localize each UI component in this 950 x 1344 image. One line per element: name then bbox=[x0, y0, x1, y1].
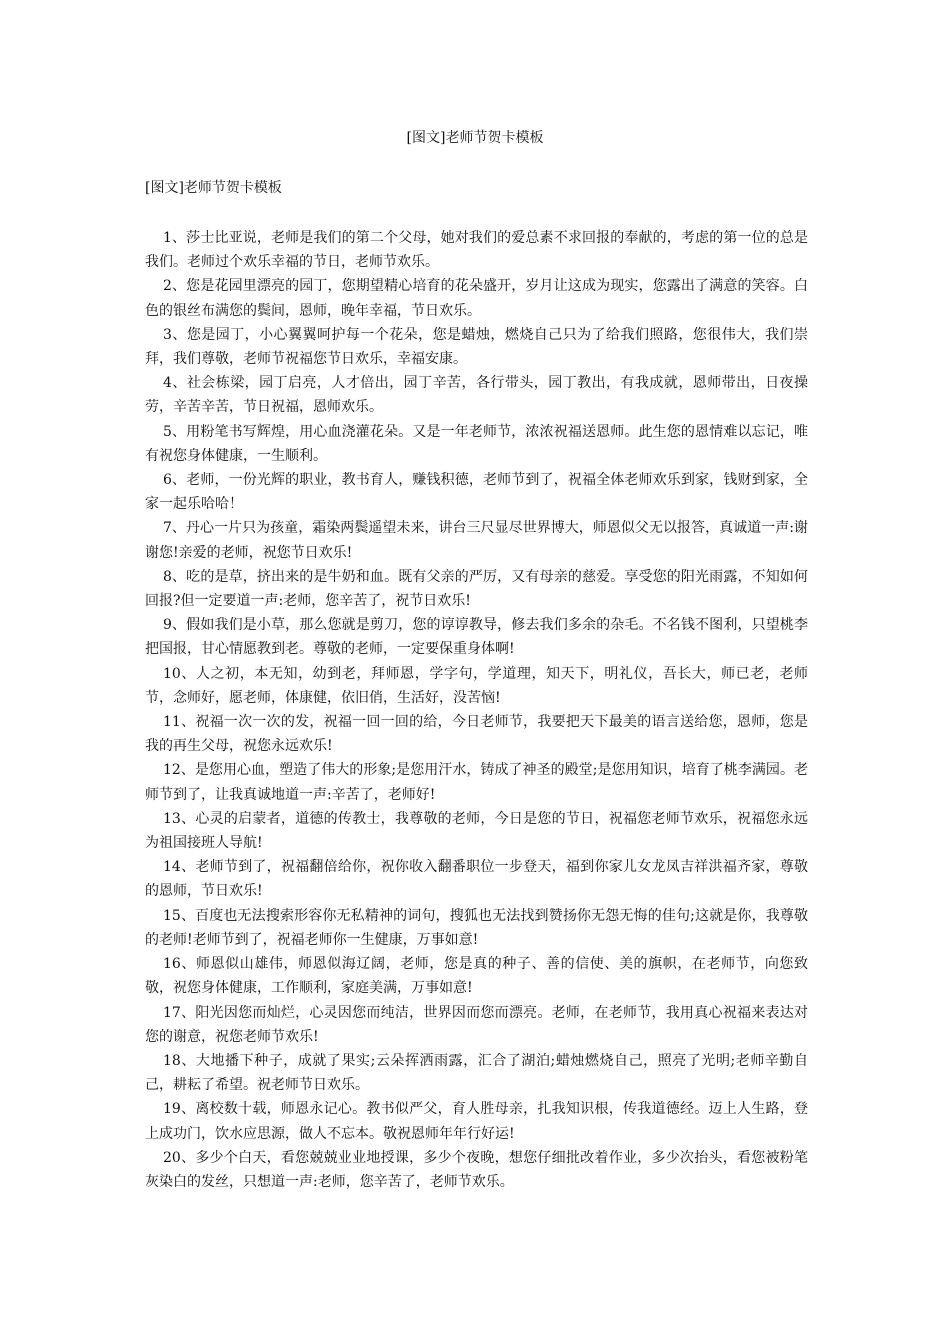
wish-item: 3、您是园丁，小心翼翼呵护每一个花朵，您是蜡烛，燃烧自己只为了给我们照路，您很伟大，我们崇拜，我们尊敬，老师节祝福您节日欢乐，幸福安康。 bbox=[145, 326, 808, 368]
wish-item: 17、阳光因您而灿烂，心灵因您而纯洁，世界因而您而漂亮。老师，在老师节，我用真心祝福来表达对您的谢意，祝您老师节欢乐! bbox=[145, 1004, 808, 1045]
document-heading: [图文]老师节贺卡模板 bbox=[145, 180, 282, 196]
wish-item: 18、大地播下种子，成就了果实;云朵挥洒雨露，汇合了湖泊;蜡烛燃烧自己，照亮了光明;老师辛勤自己，耕耘了希望。祝老师节日欢乐。 bbox=[145, 1052, 808, 1094]
wish-item: 5、用粉笔书写辉煌，用心血浇灌花朵。又是一年老师节，浓浓祝福送恩师。此生您的恩情难以忘记，唯有祝您身体健康，一生顺利。 bbox=[145, 423, 808, 464]
wish-item: 16、师恩似山雄伟，师恩似海辽阔，老师，您是真的种子、善的信使、美的旗帜，在老师节，向您致敬，祝您身体健康，工作顺利，家庭美满，万事如意! bbox=[145, 956, 808, 997]
wish-item: 20、多少个白天，看您兢兢业业地授课，多少个夜晚，想您仔细批改着作业，多少次抬头，看您被粉笔灰染白的发丝，只想道一声:老师，您辛苦了，老师节欢乐。 bbox=[145, 1149, 808, 1190]
wish-item: 12、是您用心血，塑造了伟大的形象;是您用汗水，铸成了神圣的殿堂;是您用知识，培育了桃李满园。老师节到了，让我真诚地道一声:辛苦了，老师好! bbox=[145, 762, 808, 803]
wish-item: 19、离校数十载，师恩永记心。教书似严父，育人胜母亲，扎我知识根，传我道德经。迈上人生路，登上成功门，饮水应思源，做人不忘本。敬祝恩师年年行好运! bbox=[145, 1101, 808, 1142]
wish-item: 9、假如我们是小草，那么您就是剪刀，您的谆谆教导，修去我们多余的杂毛。不名钱不图利，只望桃李把国报，甘心情愿教到老。尊敬的老师，一定要保重身体啊! bbox=[145, 617, 808, 658]
wish-item: 1、莎士比亚说，老师是我们的第二个父母，她对我们的爱总素不求回报的奉献的，考虑的第一位的总是我们。老师过个欢乐幸福的节日，老师节欢乐。 bbox=[145, 230, 808, 271]
page-title: [图文]老师节贺卡模板 bbox=[406, 130, 544, 146]
wish-item: 6、老师，一份光辉的职业，教书育人，赚钱积德，老师节到了，祝福全体老师欢乐到家，钱财到家，全家一起乐哈哈！ bbox=[145, 472, 808, 513]
wish-item: 8、吃的是草，挤出来的是牛奶和血。既有父亲的严厉，又有母亲的慈爱。享受您的阳光雨露，不知如何回报?但一定要道一声:老师，您辛苦了，祝节日欢乐! bbox=[145, 568, 808, 610]
wish-item: 4、社会栋梁，园丁启亮，人才倍出，园丁辛苦，各行带头，园丁教出，有我成就，恩师带出，日夜操劳，辛苦辛苦，节日祝福，恩师欢乐。 bbox=[145, 375, 808, 416]
wish-item: 15、百度也无法搜索形容你无私精神的词句，搜狐也无法找到赞扬你无怨无悔的佳句;这就是你，我尊敬的老师!老师节到了，祝福老师你一生健康，万事如意! bbox=[145, 907, 808, 948]
wish-item: 10、人之初，本无知，幼到老，拜师恩，学字句，学道理，知天下，明礼仪，吾长大，师已老，老师节，念师好，愿老师，体康健，依旧俏，生活好，没苦恼! bbox=[145, 665, 808, 706]
wish-item: 13、心灵的启蒙者，道德的传教士，我尊敬的老师，今日是您的节日，祝福您老师节欢乐，祝福您永远为祖国接班人导航! bbox=[145, 810, 808, 852]
wish-item: 14、老师节到了，祝福翻倍给你，祝你收入翻番职位一步登天，福到你家儿女龙凤吉祥洪福齐家，尊敬的恩师，节日欢乐! bbox=[145, 859, 808, 900]
wish-item: 7、丹心一片只为孩童，霜染两鬓遥望未来，讲台三尺显尽世界博大，师恩似父无以报答，真诚道一声:谢谢您!亲爱的老师，祝您节日欢乐! bbox=[145, 520, 808, 561]
wish-item: 2、您是花园里漂亮的园丁，您期望精心培育的花朵盛开，岁月让这成为现实，您露出了满意的笑容。白色的银丝布满您的鬓间，恩师，晚年幸福，节日欢乐。 bbox=[145, 278, 808, 319]
wish-list bbox=[145, 226, 808, 1194]
wish-item: 11、祝福一次一次的发，祝福一回一回的给，今日老师节，我要把天下最美的语言送给您，恩师，您是我的再生父母，祝您永远欢乐! bbox=[145, 714, 808, 755]
